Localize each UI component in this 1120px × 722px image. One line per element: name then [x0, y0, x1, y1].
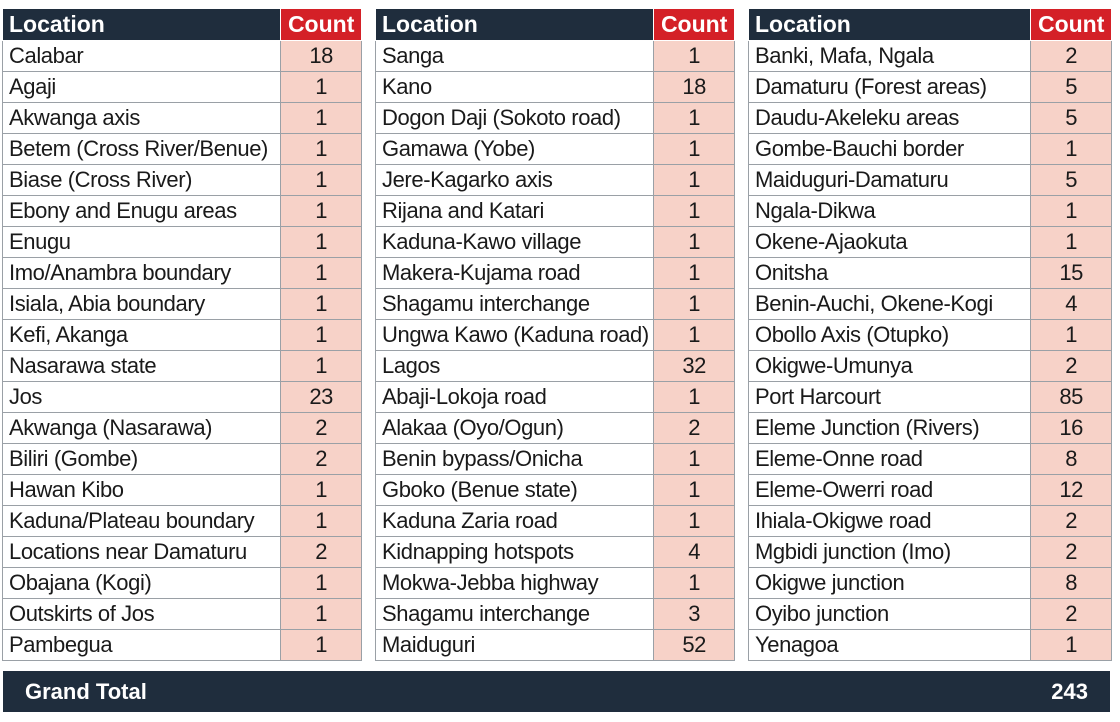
count-cell: 1: [1031, 134, 1112, 165]
table-row: [3, 351, 362, 382]
table-row: [3, 41, 362, 72]
location-cell: Eleme Junction (Rivers): [749, 413, 1031, 444]
grand-total-value: 243: [1051, 678, 1088, 704]
location-cell: Port Harcourt: [749, 382, 1031, 413]
table-row: [3, 320, 362, 351]
count-cell: 8: [1031, 444, 1112, 475]
location-header: Location: [376, 9, 654, 41]
table-row: [376, 320, 735, 351]
count-cell: 85: [1031, 382, 1112, 413]
table-row: [3, 165, 362, 196]
count-header: Count: [654, 9, 735, 41]
count-cell: 1: [654, 41, 735, 72]
location-cell: Alakaa (Oyo/Ogun): [376, 413, 654, 444]
location-cell: Eleme-Owerri road: [749, 475, 1031, 506]
location-cell: Okene-Ajaokuta: [749, 227, 1031, 258]
location-cell: Benin-Auchi, Okene-Kogi: [749, 289, 1031, 320]
table-row: [3, 537, 362, 568]
count-cell: 3: [654, 599, 735, 630]
location-cell: Yenagoa: [749, 630, 1031, 661]
location-cell: Kaduna-Kawo village: [376, 227, 654, 258]
count-cell: 1: [281, 351, 362, 382]
location-cell: Gamawa (Yobe): [376, 134, 654, 165]
table-row: [376, 475, 735, 506]
table-row: [3, 413, 362, 444]
table-row: [749, 227, 1112, 258]
count-cell: 1: [281, 258, 362, 289]
location-cell: Rijana and Katari: [376, 196, 654, 227]
table-row: [3, 196, 362, 227]
table-row: [3, 475, 362, 506]
count-cell: 1: [281, 103, 362, 134]
location-cell: Eleme-Onne road: [749, 444, 1031, 475]
table-row: [749, 537, 1112, 568]
table-row: [749, 165, 1112, 196]
table-row: [3, 444, 362, 475]
location-cell: Gombe-Bauchi border: [749, 134, 1031, 165]
table-row: [749, 475, 1112, 506]
count-cell: 18: [281, 41, 362, 72]
table-row: [749, 103, 1112, 134]
table-row: [749, 41, 1112, 72]
table-row: [749, 258, 1112, 289]
table-row: [376, 506, 735, 537]
location-cell: Abaji-Lokoja road: [376, 382, 654, 413]
location-cell: Gboko (Benue state): [376, 475, 654, 506]
count-cell: 4: [654, 537, 735, 568]
location-cell: Shagamu interchange: [376, 289, 654, 320]
count-cell: 4: [1031, 289, 1112, 320]
count-cell: 2: [654, 413, 735, 444]
count-cell: 15: [1031, 258, 1112, 289]
location-cell: Locations near Damaturu: [3, 537, 281, 568]
count-cell: 23: [281, 382, 362, 413]
table-row: [376, 444, 735, 475]
table-row: [749, 444, 1112, 475]
table-row: [749, 568, 1112, 599]
count-cell: 1: [281, 72, 362, 103]
table-row: [3, 599, 362, 630]
count-cell: 1: [654, 227, 735, 258]
location-cell: Oyibo junction: [749, 599, 1031, 630]
table-row: [3, 227, 362, 258]
count-cell: 1: [654, 568, 735, 599]
count-cell: 1: [654, 382, 735, 413]
location-cell: Ngala-Dikwa: [749, 196, 1031, 227]
location-header: Location: [3, 9, 281, 41]
location-cell: Akwanga (Nasarawa): [3, 413, 281, 444]
count-header: Count: [1031, 9, 1112, 41]
table-row: [3, 506, 362, 537]
count-cell: 2: [1031, 599, 1112, 630]
location-cell: Daudu-Akeleku areas: [749, 103, 1031, 134]
location-cell: Mokwa-Jebba highway: [376, 568, 654, 599]
location-cell: Onitsha: [749, 258, 1031, 289]
table-row: [3, 258, 362, 289]
location-cell: Jos: [3, 382, 281, 413]
count-cell: 1: [281, 320, 362, 351]
location-cell: Makera-Kujama road: [376, 258, 654, 289]
count-cell: 1: [654, 258, 735, 289]
table-row: [3, 289, 362, 320]
table-row: [749, 599, 1112, 630]
table-row: [376, 382, 735, 413]
count-cell: 1: [281, 196, 362, 227]
table-row: [376, 103, 735, 134]
count-cell: 2: [1031, 537, 1112, 568]
table-row: [749, 413, 1112, 444]
count-cell: 1: [654, 289, 735, 320]
grand-total-bar: [3, 671, 1110, 712]
location-cell: Jere-Kagarko axis: [376, 165, 654, 196]
count-cell: 52: [654, 630, 735, 661]
count-cell: 1: [281, 506, 362, 537]
count-cell: 2: [281, 537, 362, 568]
location-cell: Shagamu interchange: [376, 599, 654, 630]
count-cell: 1: [281, 599, 362, 630]
table-row: [376, 196, 735, 227]
grand-total-label: Grand Total: [25, 678, 147, 704]
count-cell: 1: [281, 165, 362, 196]
table-header-row: [749, 9, 1112, 41]
count-cell: 2: [281, 413, 362, 444]
table-row: [749, 320, 1112, 351]
table-row: [749, 382, 1112, 413]
table-row: [376, 413, 735, 444]
location-cell: Pambegua: [3, 630, 281, 661]
count-cell: 1: [281, 630, 362, 661]
location-cell: Kaduna Zaria road: [376, 506, 654, 537]
count-cell: 12: [1031, 475, 1112, 506]
table-row: [376, 599, 735, 630]
table-row: [376, 258, 735, 289]
count-cell: 2: [1031, 41, 1112, 72]
location-cell: Calabar: [3, 41, 281, 72]
count-cell: 5: [1031, 103, 1112, 134]
location-table-2: [375, 8, 735, 661]
location-cell: Biase (Cross River): [3, 165, 281, 196]
table-row: [376, 165, 735, 196]
count-cell: 1: [281, 227, 362, 258]
location-cell: Maiduguri-Damaturu: [749, 165, 1031, 196]
location-cell: Isiala, Abia boundary: [3, 289, 281, 320]
location-cell: Mgbidi junction (Imo): [749, 537, 1031, 568]
count-cell: 1: [654, 196, 735, 227]
location-cell: Imo/Anambra boundary: [3, 258, 281, 289]
location-tables: [2, 8, 1118, 666]
count-cell: 5: [1031, 165, 1112, 196]
location-cell: Agaji: [3, 72, 281, 103]
count-cell: 2: [281, 444, 362, 475]
location-table-1: [2, 8, 362, 661]
count-cell: 1: [1031, 196, 1112, 227]
location-cell: Obollo Axis (Otupko): [749, 320, 1031, 351]
table-header-row: [376, 9, 735, 41]
count-header: Count: [281, 9, 362, 41]
table-row: [376, 41, 735, 72]
table-row: [376, 537, 735, 568]
location-cell: Kidnapping hotspots: [376, 537, 654, 568]
count-cell: 32: [654, 351, 735, 382]
table-row: [3, 382, 362, 413]
location-cell: Hawan Kibo: [3, 475, 281, 506]
count-cell: 1: [1031, 630, 1112, 661]
count-cell: 2: [1031, 506, 1112, 537]
location-cell: Dogon Daji (Sokoto road): [376, 103, 654, 134]
table-row: [749, 134, 1112, 165]
location-cell: Okigwe junction: [749, 568, 1031, 599]
location-cell: Damaturu (Forest areas): [749, 72, 1031, 103]
location-cell: Outskirts of Jos: [3, 599, 281, 630]
count-cell: 18: [654, 72, 735, 103]
table-row: [749, 630, 1112, 661]
table-row: [3, 72, 362, 103]
count-cell: 1: [654, 506, 735, 537]
location-cell: Betem (Cross River/Benue): [3, 134, 281, 165]
location-cell: Ihiala-Okigwe road: [749, 506, 1031, 537]
location-header: Location: [749, 9, 1031, 41]
table-row: [749, 351, 1112, 382]
location-cell: Nasarawa state: [3, 351, 281, 382]
count-cell: 5: [1031, 72, 1112, 103]
location-cell: Okigwe-Umunya: [749, 351, 1031, 382]
location-cell: Akwanga axis: [3, 103, 281, 134]
count-cell: 1: [1031, 320, 1112, 351]
location-cell: Enugu: [3, 227, 281, 258]
table-row: [749, 506, 1112, 537]
location-cell: Banki, Mafa, Ngala: [749, 41, 1031, 72]
location-cell: Kaduna/Plateau boundary: [3, 506, 281, 537]
table-row: [3, 134, 362, 165]
location-cell: Ungwa Kawo (Kaduna road): [376, 320, 654, 351]
count-cell: 1: [654, 444, 735, 475]
table-row: [376, 568, 735, 599]
count-cell: 1: [654, 320, 735, 351]
count-cell: 1: [281, 568, 362, 599]
location-cell: Lagos: [376, 351, 654, 382]
count-cell: 2: [1031, 351, 1112, 382]
table-row: [3, 568, 362, 599]
location-cell: Kefi, Akanga: [3, 320, 281, 351]
table-row: [3, 103, 362, 134]
table-row: [749, 196, 1112, 227]
table-row: [3, 630, 362, 661]
count-cell: 1: [654, 475, 735, 506]
location-cell: Maiduguri: [376, 630, 654, 661]
count-cell: 1: [281, 289, 362, 320]
location-cell: Obajana (Kogi): [3, 568, 281, 599]
count-cell: 8: [1031, 568, 1112, 599]
table-row: [376, 227, 735, 258]
count-cell: 1: [654, 103, 735, 134]
table-row: [376, 351, 735, 382]
table-header-row: [3, 9, 362, 41]
location-cell: Kano: [376, 72, 654, 103]
table-row: [376, 630, 735, 661]
table-row: [376, 134, 735, 165]
location-cell: Ebony and Enugu areas: [3, 196, 281, 227]
count-cell: 1: [1031, 227, 1112, 258]
count-cell: 16: [1031, 413, 1112, 444]
location-table-3: [748, 8, 1112, 661]
table-row: [376, 289, 735, 320]
count-cell: 1: [654, 134, 735, 165]
count-cell: 1: [281, 475, 362, 506]
table-row: [376, 72, 735, 103]
table-row: [749, 72, 1112, 103]
count-cell: 1: [281, 134, 362, 165]
count-cell: 1: [654, 165, 735, 196]
location-cell: Biliri (Gombe): [3, 444, 281, 475]
location-cell: Sanga: [376, 41, 654, 72]
location-cell: Benin bypass/Onicha: [376, 444, 654, 475]
table-row: [749, 289, 1112, 320]
